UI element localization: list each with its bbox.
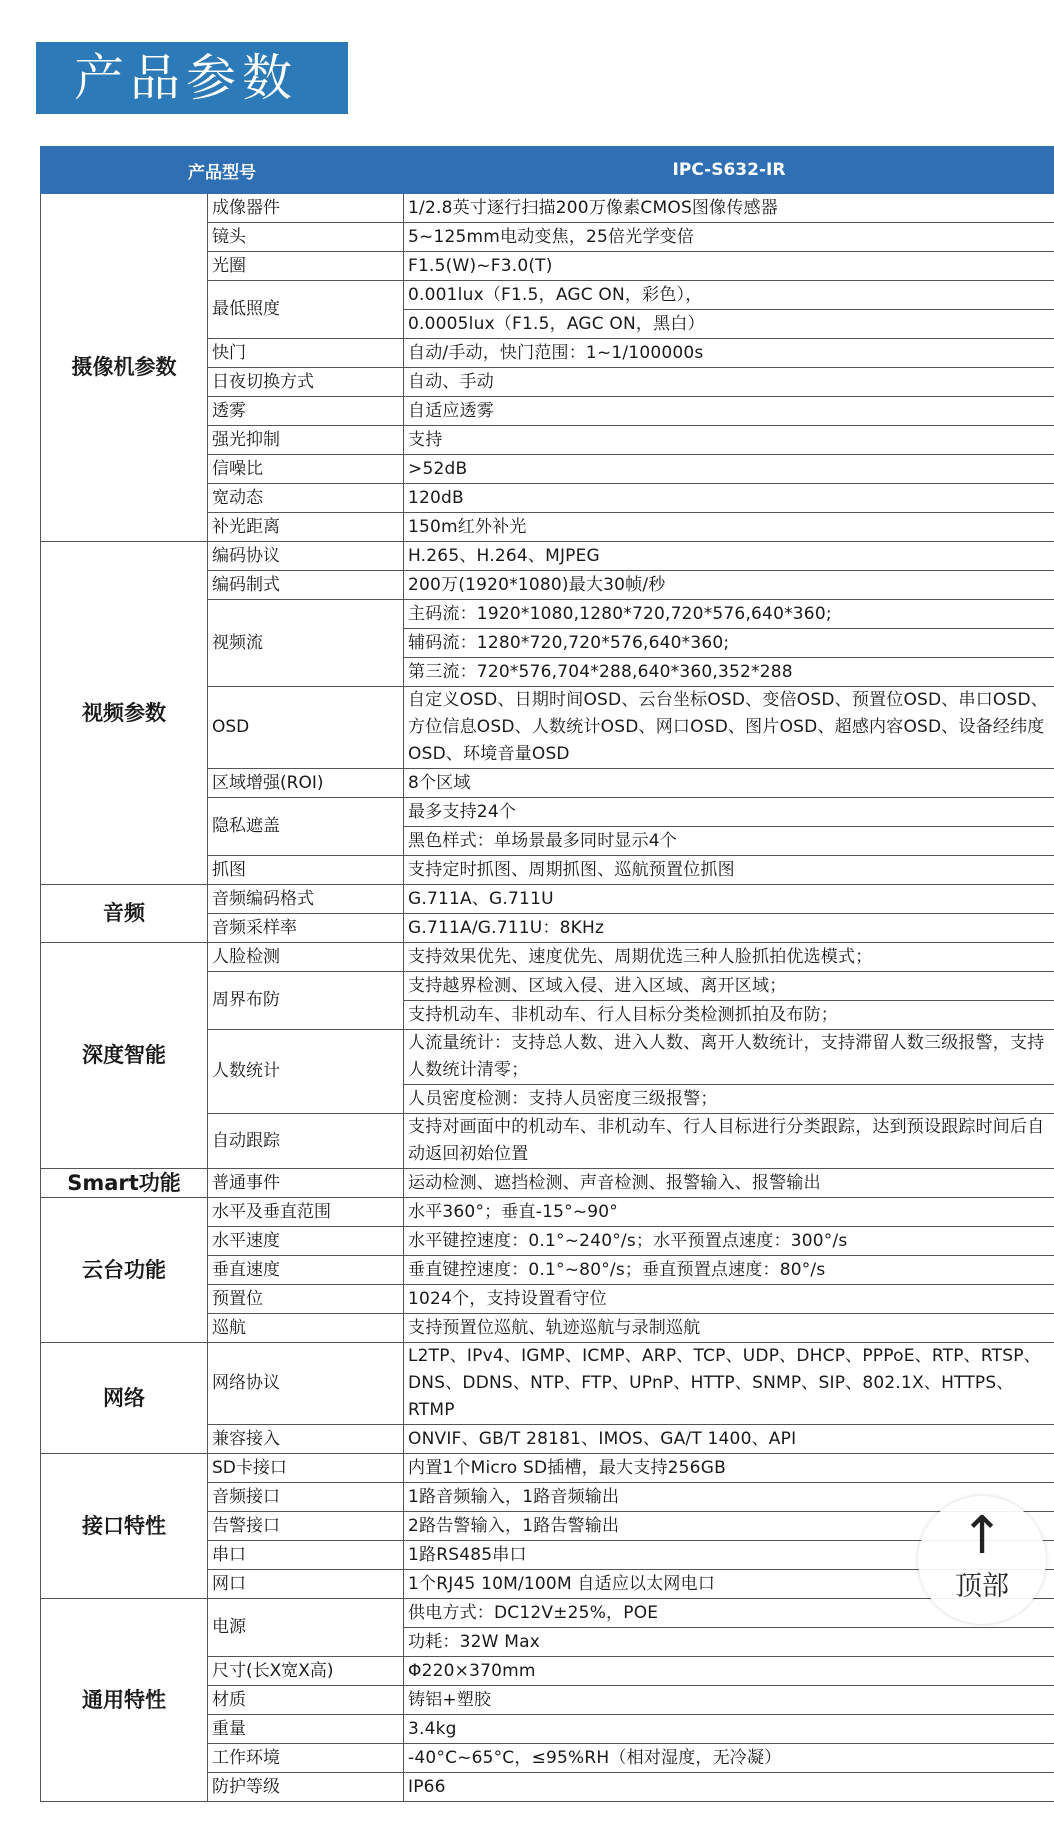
param-value: 1024个，支持设置看守位	[404, 1285, 1054, 1314]
param-value: 5~125mm电动变焦，25倍光学变倍	[404, 223, 1054, 252]
param-value: 最多支持24个	[404, 798, 1054, 827]
param-value: 支持预置位巡航、轨迹巡航与录制巡航	[404, 1314, 1054, 1343]
table-header-row	[41, 147, 1054, 194]
param-name: 垂直速度	[208, 1256, 404, 1285]
param-value: 运动检测、遮挡检测、声音检测、报警输入、报警输出	[404, 1169, 1054, 1198]
param-value: 1个RJ45 10M/100M 自适应以太网电口	[404, 1570, 1054, 1599]
spec-body	[41, 194, 1054, 1802]
param-name: 抓图	[208, 856, 404, 885]
table-row	[41, 943, 1054, 972]
param-name: 重量	[208, 1715, 404, 1744]
section-category: 接口特性	[41, 1454, 208, 1599]
param-value: 支持	[404, 426, 1054, 455]
param-name: 电源	[208, 1599, 404, 1657]
param-value: 人流量统计：支持总人数、进入人数、离开人数统计，支持滞留人数三级报警，支持人数统计清零；	[404, 1030, 1054, 1085]
param-name: 补光距离	[208, 513, 404, 542]
param-value: 1/2.8英寸逐行扫描200万像素CMOS图像传感器	[404, 194, 1054, 223]
param-name: 工作环境	[208, 1744, 404, 1773]
param-name: 网络协议	[208, 1343, 404, 1425]
param-name: 透雾	[208, 397, 404, 426]
param-value: 0.001lux（F1.5，AGC ON，彩色），	[404, 281, 1054, 310]
table-row	[41, 1343, 1054, 1425]
param-name: 快门	[208, 339, 404, 368]
param-name: 视频流	[208, 600, 404, 687]
back-to-top-button[interactable]	[918, 1496, 1046, 1624]
param-name: 人脸检测	[208, 943, 404, 972]
table-row	[41, 1198, 1054, 1227]
param-value: 3.4kg	[404, 1715, 1054, 1744]
param-value: 供电方式：DC12V±25%，POE	[404, 1599, 1054, 1628]
param-value: 支持对画面中的机动车、非机动车、行人目标进行分类跟踪，达到预设跟踪时间后自动返回初始位置	[404, 1114, 1054, 1169]
param-name: OSD	[208, 687, 404, 769]
section-category: 深度智能	[41, 943, 208, 1169]
param-name: 防护等级	[208, 1773, 404, 1802]
param-name: 尺寸(长X宽X高)	[208, 1657, 404, 1686]
param-value: 功耗：32W Max	[404, 1628, 1054, 1657]
param-name: 音频接口	[208, 1483, 404, 1512]
param-name: 区域增强(ROI)	[208, 769, 404, 798]
param-value: 垂直键控速度：0.1°~80°/s；垂直预置点速度：80°/s	[404, 1256, 1054, 1285]
param-name: 日夜切换方式	[208, 368, 404, 397]
param-value: 8个区域	[404, 769, 1054, 798]
param-value: 铸铝+塑胶	[404, 1686, 1054, 1715]
param-name: 强光抑制	[208, 426, 404, 455]
param-value: 150m红外补光	[404, 513, 1054, 542]
param-name: 成像器件	[208, 194, 404, 223]
up-arrow-icon: ↑	[960, 1506, 1004, 1566]
param-value: 自适应透雾	[404, 397, 1054, 426]
param-name: 水平速度	[208, 1227, 404, 1256]
param-name: 信噪比	[208, 455, 404, 484]
param-value: 支持定时抓图、周期抓图、巡航预置位抓图	[404, 856, 1054, 885]
param-value: 第三流：720*576,704*288,640*360,352*288	[404, 658, 1054, 687]
param-value: 支持机动车、非机动车、行人目标分类检测抓拍及布防；	[404, 1001, 1054, 1030]
param-value: 自动/手动，快门范围：1~1/100000s	[404, 339, 1054, 368]
table-row	[41, 194, 1054, 223]
table-row	[41, 1599, 1054, 1628]
param-value: 黑色样式：单场景最多同时显示4个	[404, 827, 1054, 856]
param-name: 兼容接入	[208, 1425, 404, 1454]
param-name: 编码制式	[208, 571, 404, 600]
param-name: 自动跟踪	[208, 1114, 404, 1169]
spec-table	[40, 146, 1054, 1802]
param-name: 巡航	[208, 1314, 404, 1343]
param-value: 自定义OSD、日期时间OSD、云台坐标OSD、变倍OSD、预置位OSD、串口OSD、方位信息OSD、人数统计OSD、网口OSD、图片OSD、超感内容OSD、设备经纬度OSD、环境音量OSD	[404, 687, 1054, 769]
param-value: 支持越界检测、区域入侵、进入区域、离开区域；	[404, 972, 1054, 1001]
model-value: IPC-S632-IR	[404, 147, 1054, 194]
section-category: 网络	[41, 1343, 208, 1454]
param-value: Φ220×370mm	[404, 1657, 1054, 1686]
param-name: SD卡接口	[208, 1454, 404, 1483]
table-row	[41, 1169, 1054, 1198]
param-value: ONVIF、GB/T 28181、IMOS、GA/T 1400、API	[404, 1425, 1054, 1454]
param-value: 支持效果优先、速度优先、周期优选三种人脸抓拍优选模式；	[404, 943, 1054, 972]
param-value: L2TP、IPv4、IGMP、ICMP、ARP、TCP、UDP、DHCP、PPPoE、RTP、RTSP、DNS、DDNS、NTP、FTP、UPnP、HTTP、SNMP、SIP、802.1X、HTTPS、RTMP	[404, 1343, 1054, 1425]
param-value: 200万(1920*1080)最大30帧/秒	[404, 571, 1054, 600]
page-title: 产品参数	[36, 42, 348, 114]
param-name: 光圈	[208, 252, 404, 281]
param-value: -40°C~65°C，≤95%RH（相对湿度，无冷凝）	[404, 1744, 1054, 1773]
param-value: G.711A/G.711U：8KHz	[404, 914, 1054, 943]
param-name: 镜头	[208, 223, 404, 252]
param-value: 1路音频输入，1路音频输出	[404, 1483, 1054, 1512]
param-name: 音频采样率	[208, 914, 404, 943]
table-row	[41, 1454, 1054, 1483]
param-value: >52dB	[404, 455, 1054, 484]
table-row	[41, 542, 1054, 571]
param-value: 1路RS485串口	[404, 1541, 1054, 1570]
param-value: 2路告警输入，1路告警输出	[404, 1512, 1054, 1541]
param-value: H.265、H.264、MJPEG	[404, 542, 1054, 571]
section-category: 云台功能	[41, 1198, 208, 1343]
param-name: 串口	[208, 1541, 404, 1570]
param-value: 辅码流：1280*720,720*576,640*360;	[404, 629, 1054, 658]
param-value: 0.0005lux（F1.5，AGC ON，黑白）	[404, 310, 1054, 339]
param-value: F1.5(W)~F3.0(T)	[404, 252, 1054, 281]
param-name: 网口	[208, 1570, 404, 1599]
param-name: 隐私遮盖	[208, 798, 404, 856]
param-name: 宽动态	[208, 484, 404, 513]
param-value: 人员密度检测：支持人员密度三级报警；	[404, 1085, 1054, 1114]
table-row	[41, 885, 1054, 914]
section-category: 通用特性	[41, 1599, 208, 1802]
param-value: 120dB	[404, 484, 1054, 513]
section-category: Smart功能	[41, 1169, 208, 1198]
section-category: 摄像机参数	[41, 194, 208, 542]
param-name: 告警接口	[208, 1512, 404, 1541]
param-name: 周界布防	[208, 972, 404, 1030]
param-name: 水平及垂直范围	[208, 1198, 404, 1227]
param-name: 普通事件	[208, 1169, 404, 1198]
param-value: 内置1个Micro SD插槽，最大支持256GB	[404, 1454, 1054, 1483]
back-to-top-label: 顶部	[955, 1571, 1009, 1602]
param-name: 编码协议	[208, 542, 404, 571]
model-label: 产品型号	[41, 147, 404, 194]
param-value: IP66	[404, 1773, 1054, 1802]
param-value: 水平键控速度：0.1°~240°/s；水平预置点速度：300°/s	[404, 1227, 1054, 1256]
section-category: 视频参数	[41, 542, 208, 885]
param-value: 水平360°；垂直-15°~90°	[404, 1198, 1054, 1227]
param-value: G.711A、G.711U	[404, 885, 1054, 914]
param-name: 人数统计	[208, 1030, 404, 1114]
param-name: 预置位	[208, 1285, 404, 1314]
param-value: 自动、手动	[404, 368, 1054, 397]
param-name: 音频编码格式	[208, 885, 404, 914]
section-category: 音频	[41, 885, 208, 943]
param-name: 最低照度	[208, 281, 404, 339]
param-value: 主码流：1920*1080,1280*720,720*576,640*360;	[404, 600, 1054, 629]
param-name: 材质	[208, 1686, 404, 1715]
